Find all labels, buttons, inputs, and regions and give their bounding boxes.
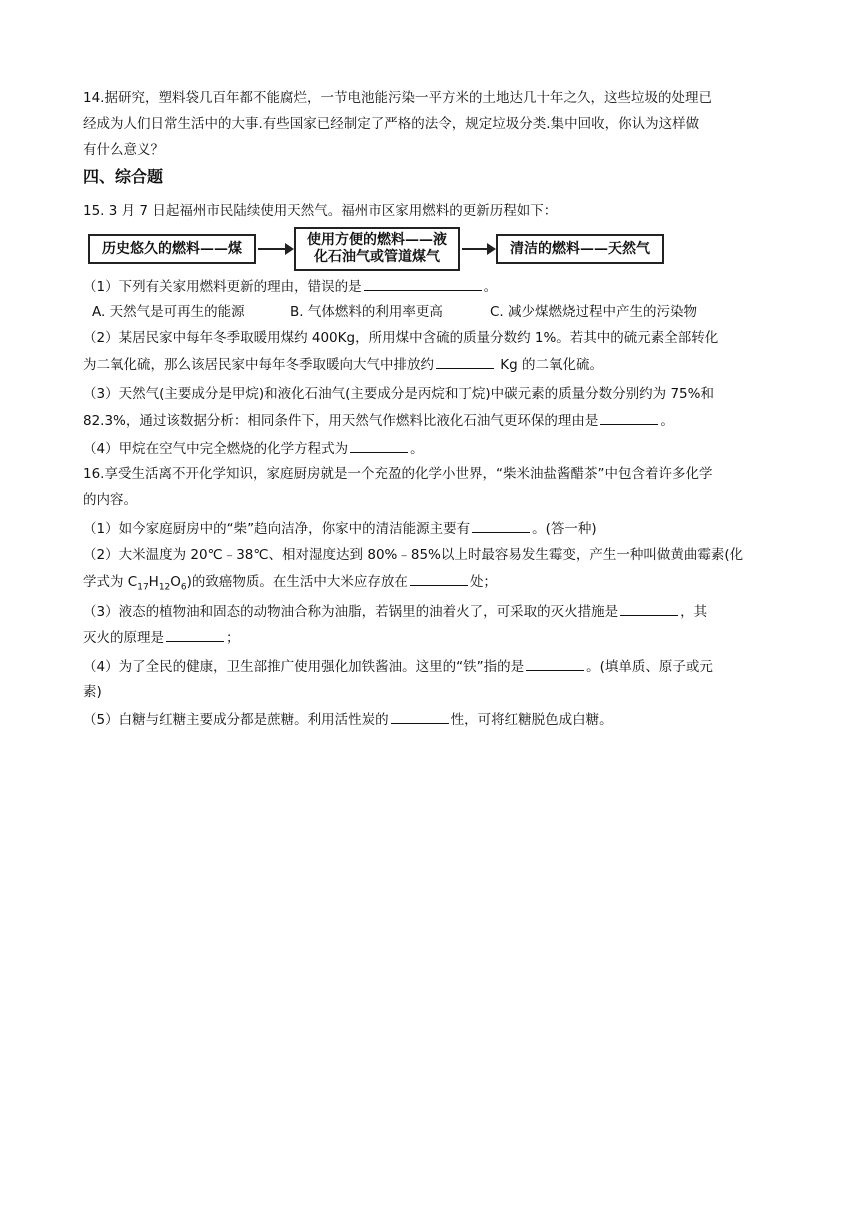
q15-part-4-end: 。 [410, 441, 424, 457]
option-c: C. 减少煤燃烧过程中产生的污染物 [490, 304, 698, 320]
q16-part-2-line-2 [83, 571, 497, 598]
q16-stem-line-1: 16.享受生活离不开化学知识，家庭厨房就是一个充盈的化学小世界，“柴米油盐酱醋茶”中包含着许多化学 [83, 466, 713, 482]
answer-blank[interactable] [410, 571, 468, 586]
q16-part-2-line-1: （2）大米温度为 20℃﹣38℃、相对湿度达到 80%﹣85%以上时最容易发生霉变，产生一种叫做黄曲霉素(化 [83, 547, 744, 563]
fuel-history-flowchart [88, 227, 668, 273]
answer-blank[interactable] [472, 518, 530, 533]
answer-blank[interactable] [364, 276, 482, 291]
answer-blank[interactable] [600, 410, 658, 425]
q15-part-3-line-2 [83, 410, 674, 431]
subscript: 12 [158, 582, 171, 593]
q15-stem: 15. 3 月 7 日起福州市民陆续使用天然气。福州市区家用燃料的更新历程如下： [83, 203, 558, 219]
q16-part-3-line-1 [83, 601, 707, 622]
q16-part-3-end: ，其 [680, 604, 708, 620]
flow-box-lpg [294, 227, 460, 271]
q15-part-2-line-1: （2）某居民家中每年冬季取暖用煤约 400Kg，所用煤中含硫的质量分数约 1%。若其中的硫元素全部转化 [83, 330, 719, 346]
q15-part-4-text: （4）甲烷在空气中完全燃烧的化学方程式为 [83, 441, 349, 457]
q15-part-1 [83, 276, 497, 297]
q16-part-1 [83, 518, 597, 539]
option-a: A. 天然气是可再生的能源 [92, 304, 245, 320]
q14-line-1: 14.据研究，塑料袋几百年都不能腐烂，一节电池能污染一平方米的土地达几十年之久，这些垃圾的处理已 [83, 90, 712, 106]
flow-box-lpg-line-1: 使用方便的燃料——液 [307, 232, 447, 248]
q16-part-3-text: （3）液态的植物油和固态的动物油合称为油脂，若锅里的油着火了，可采取的灭火措施是 [83, 604, 619, 620]
q16-part-4-line-1 [83, 656, 713, 677]
q14-line-3: 有什么意义？ [83, 142, 164, 158]
q16-part-3-line-2 [83, 627, 240, 648]
q15-part-4 [83, 438, 424, 459]
q15-part-1-end: 。 [483, 279, 498, 295]
formula-h: H [148, 574, 159, 590]
answer-blank[interactable] [391, 709, 449, 724]
answer-blank[interactable] [526, 656, 584, 671]
q16-part-1-text: （1）如今家庭厨房中的“柴”趋向洁净，你家中的清洁能源主要有 [83, 521, 471, 537]
q16-part-4-line-2: 素) [83, 684, 102, 700]
subscript: 6 [180, 582, 187, 593]
answer-blank[interactable] [620, 601, 678, 616]
q16-part-5-text: （5）白糖与红糖主要成分都是蔗糖。利用活性炭的 [83, 712, 389, 728]
flow-arrow-2 [462, 248, 494, 250]
formula-o: O [170, 574, 181, 590]
flow-box-coal: 历史悠久的燃料——煤 [88, 234, 256, 264]
q16-part-2-text: )的致癌物质。在生活中大米应存放在 [186, 574, 408, 590]
q15-part-2-line-2 [83, 354, 603, 375]
q16-part-1-end: 。(答一种) [532, 521, 597, 537]
q16-part-5-end: 性，可将红糖脱色成白糖。 [450, 712, 613, 728]
flow-arrow-1 [258, 248, 292, 250]
answer-blank[interactable] [350, 438, 408, 453]
q15-part-2-end: Kg 的二氧化硫。 [496, 357, 604, 373]
section-title: 四、综合题 [83, 167, 164, 186]
q15-part-3-text: 82.3%，通过该数据分析：相同条件下，用天然气作燃料比液化石油气更环保的理由是 [83, 413, 599, 429]
q14-line-2: 经成为人们日常生活中的大事.有些国家已经制定了严格的法令，规定垃圾分类.集中回收，你认为这样做 [83, 116, 700, 132]
q16-part-2-end: 处； [469, 574, 497, 590]
q16-part-5 [83, 709, 613, 730]
q16-part-4-text: （4）为了全民的健康，卫生部推广使用强化加铁酱油。这里的“铁”指的是 [83, 659, 525, 675]
q16-part-2-formula-prefix: 学式为 C [83, 574, 138, 590]
subscript: 17 [137, 582, 149, 593]
q15-part-3-end: 。 [660, 413, 674, 429]
q16-part-3-text-2: 灭火的原理是 [83, 630, 164, 646]
answer-blank[interactable] [166, 627, 224, 642]
flow-box-natural-gas: 清洁的燃料——天然气 [496, 234, 664, 264]
q15-part-2-text: 为二氧化硫，那么该居民家中每年冬季取暖向大气中排放约 [83, 357, 434, 373]
q16-part-3-end-2: ； [226, 630, 240, 646]
option-b: B. 气体燃料的利用率更高 [290, 304, 443, 320]
flow-box-lpg-line-2: 化石油气或管道煤气 [314, 249, 440, 265]
q15-part-3-line-1: （3）天然气(主要成分是甲烷)和液化石油气(主要成分是丙烷和丁烷)中碳元素的质量分数分别约为 75%和 [83, 386, 714, 402]
q16-stem-line-2: 的内容。 [83, 492, 137, 508]
answer-blank[interactable] [436, 354, 494, 369]
q16-part-4-end: 。(填单质、原子或元 [586, 659, 713, 675]
q15-part-1-text: （1）下列有关家用燃料更新的理由，错误的是 [83, 279, 362, 295]
